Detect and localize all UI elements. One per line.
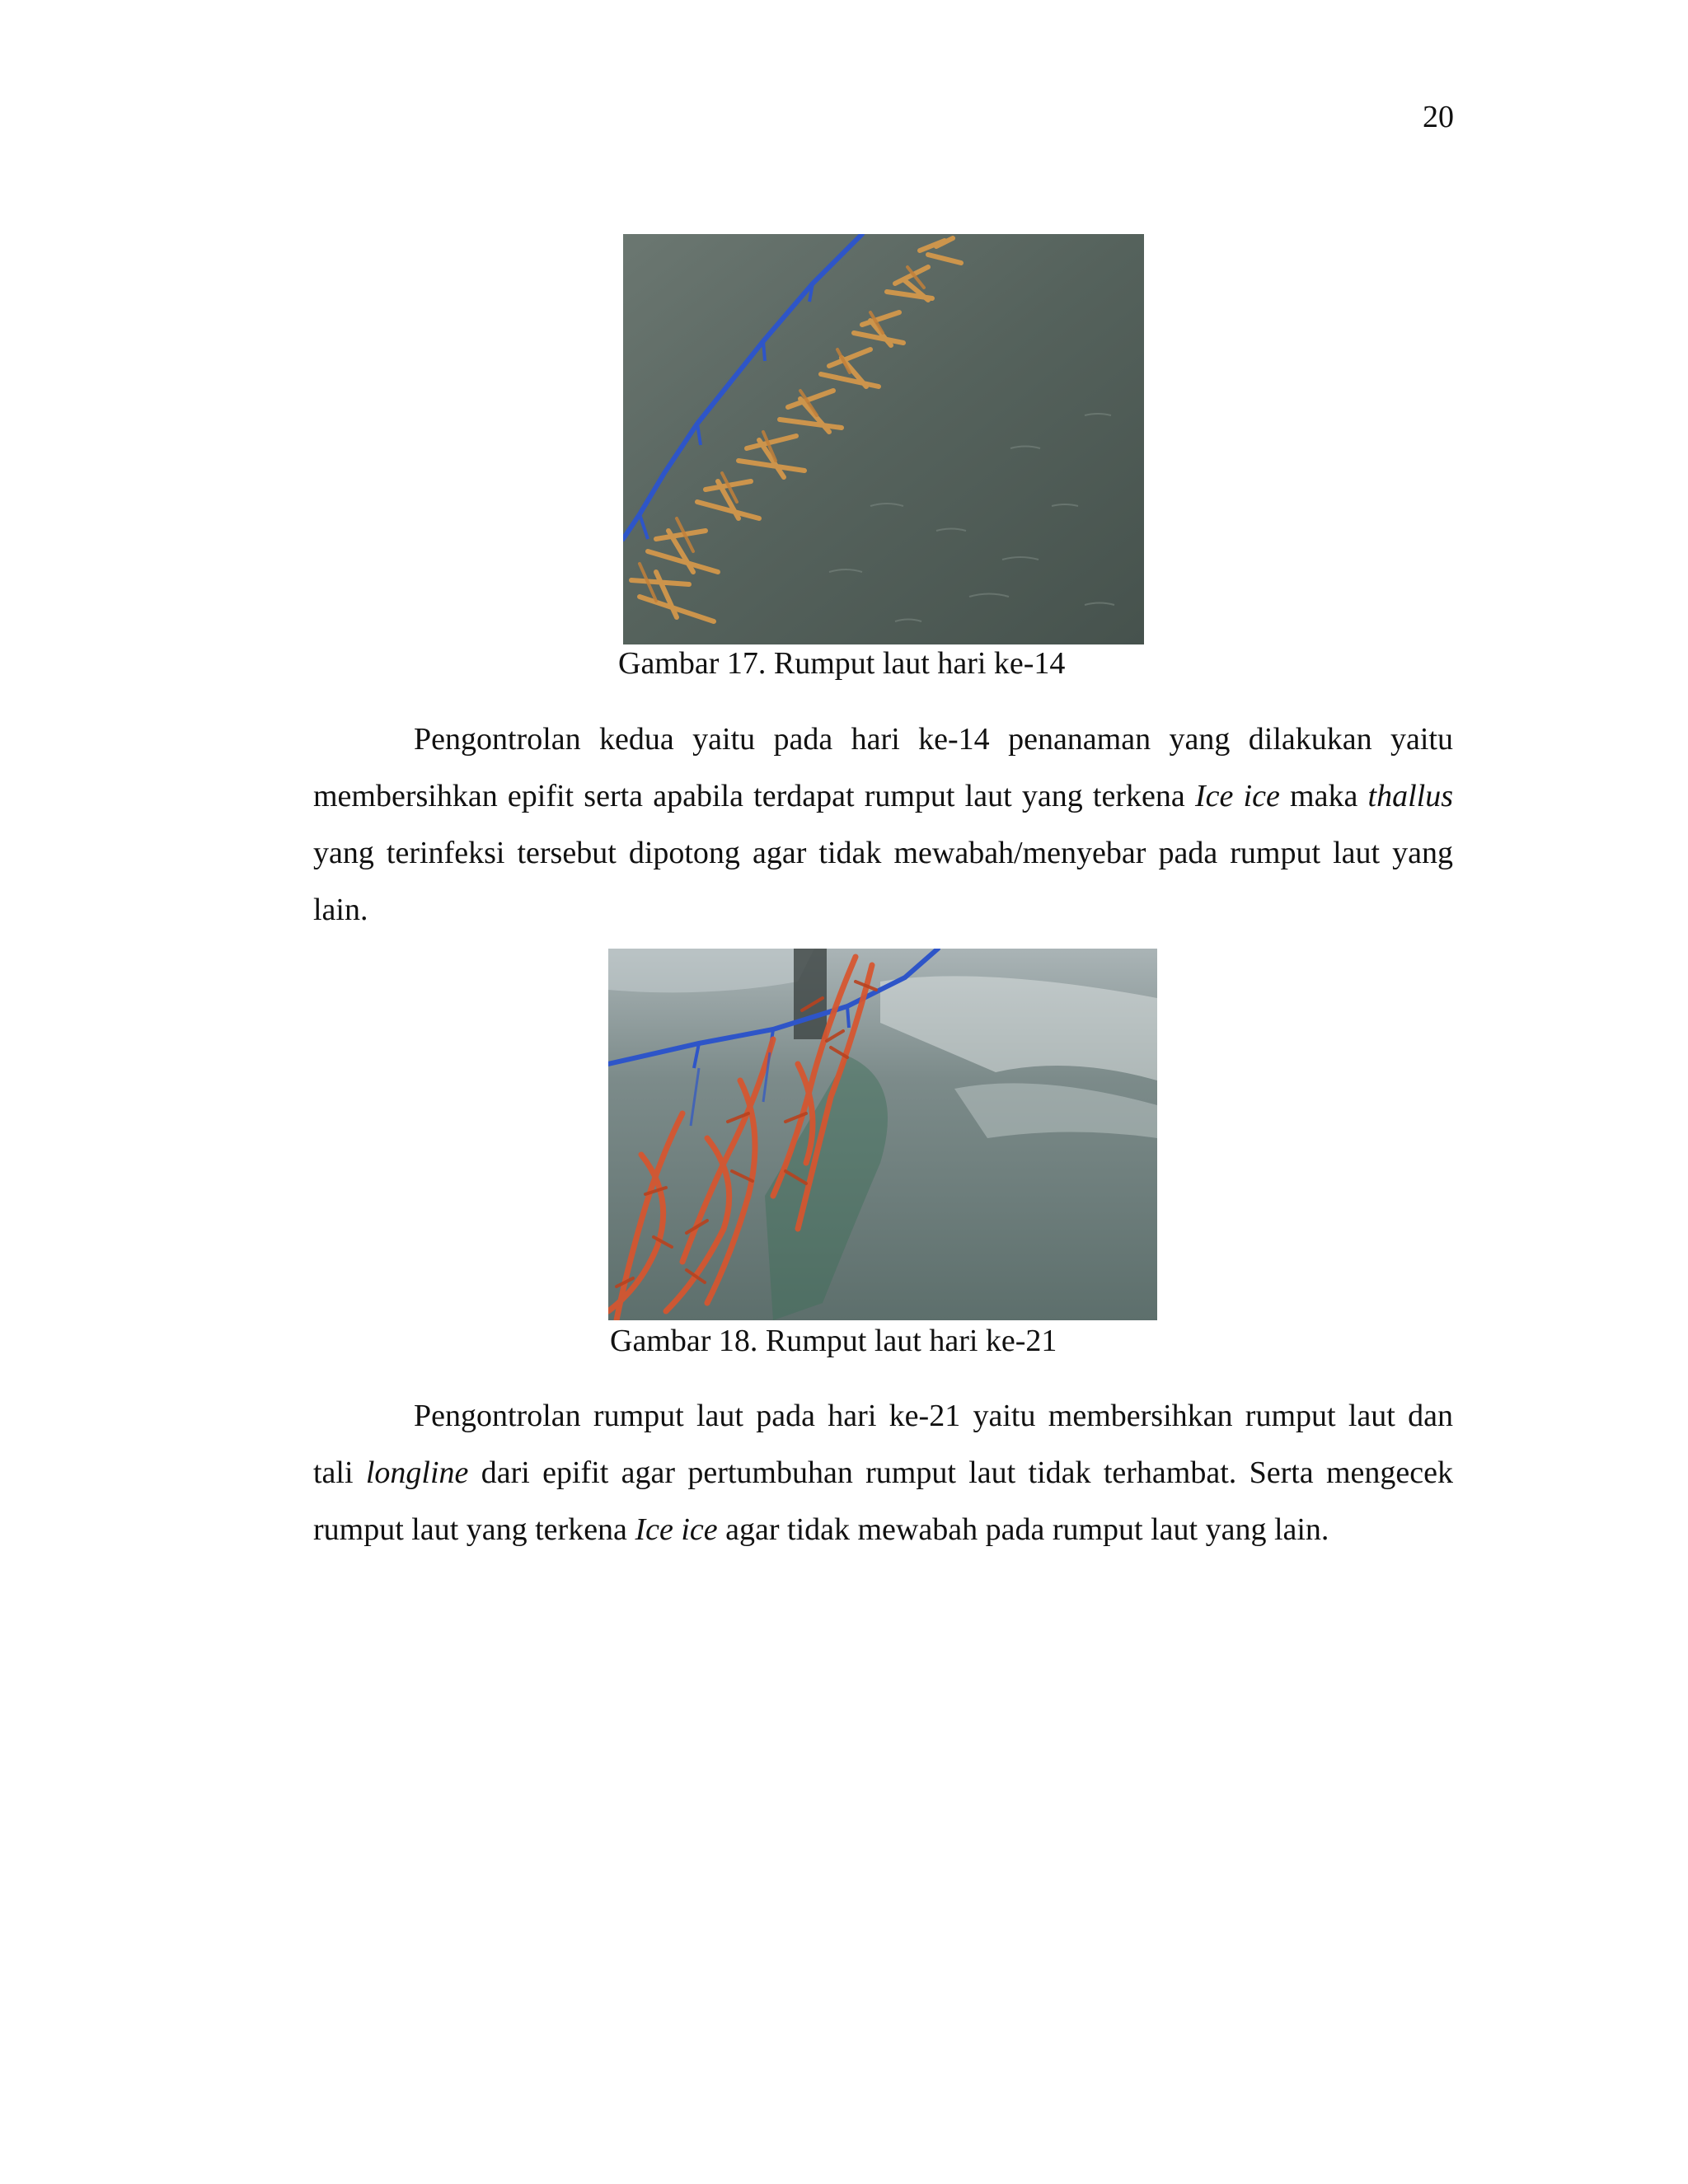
paragraph-day-21 [313, 1388, 1453, 1558]
paragraph-italic-term: thallus [1367, 779, 1454, 813]
paragraph-text: Pengontrolan kedua yaitu pada hari ke-14 penanaman yang dilakukan yaitu membersihkan epifit serta apabila terdapat rumput laut yang terkena [313, 722, 1453, 813]
paragraph-italic-term: Ice ice [635, 1512, 718, 1547]
paragraph-text: agar tidak mewabah pada rumput laut yang lain. [717, 1512, 1329, 1547]
paragraph-text: dari epifit agar pertumbuhan rumput laut tidak terhambat. Serta mengecek rumput laut yang terkena [313, 1455, 1453, 1547]
paragraph-text: maka [1279, 779, 1368, 813]
page-number: 20 [1423, 100, 1454, 134]
paragraph-text: yang terinfeksi tersebut dipotong agar tidak mewabah/menyebar pada rumput laut yang lain. [313, 836, 1453, 927]
figure-18-photo [608, 949, 1157, 1320]
figure-18-caption: Gambar 18. Rumput laut hari ke-21 [610, 1324, 1057, 1358]
figure-17-caption: Gambar 17. Rumput laut hari ke-14 [618, 646, 1066, 681]
paragraph-italic-term: longline [365, 1455, 469, 1490]
paragraph-text: Pengontrolan rumput laut pada hari ke-21 yaitu membersihkan rumput laut dan tali [313, 1399, 1453, 1490]
paragraph-day-14 [313, 711, 1453, 939]
paragraph-italic-term: Ice ice [1194, 779, 1280, 813]
figure-17-photo [623, 234, 1144, 644]
